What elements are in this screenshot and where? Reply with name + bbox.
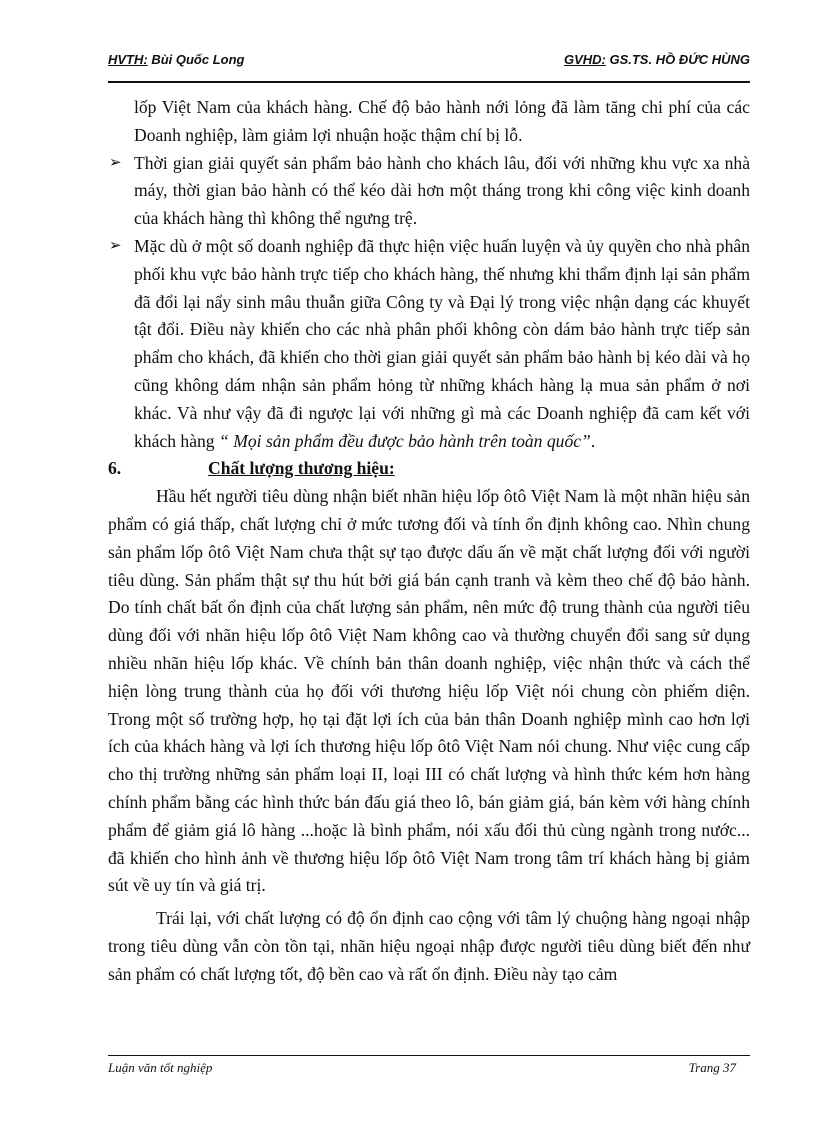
arrow-bullet-icon: ➢: [109, 154, 122, 171]
page-body: [108, 94, 750, 989]
header-supervisor-name: GS.TS. HỒ ĐỨC HÙNG: [605, 52, 750, 67]
header-student-label: HVTH:: [108, 52, 148, 67]
page-header: [108, 52, 750, 72]
bullet-item: [108, 233, 750, 455]
bullet-text: Thời gian giải quyết sản phẩm bảo hành cho khách lâu, đối với những khu vực xa nhà máy, thời gian bảo hành có thể kéo dài hơn một tháng trong khi công việc kinh doanh của khách hàng thì không thể ngưng trệ.: [134, 152, 750, 229]
header-student-name: Bùi Quốc Long: [147, 52, 245, 67]
section-title: Chất lượng thương hiệu:: [208, 458, 395, 479]
header-supervisor: [564, 52, 750, 67]
body-paragraph: Trái lại, với chất lượng có độ ổn định cao cộng với tâm lý chuộng hàng ngoại nhập trong tiêu dùng vẫn còn tồn tại, nhãn hiệu ngoại nhập được người tiêu dùng biết đến như sản phẩm có chất lượng tốt, độ bền cao và rất ổn định. Điều này tạo cảm: [108, 908, 750, 984]
footer-divider: [108, 1055, 750, 1056]
bullet-text-main: Mặc dù ở một số doanh nghiệp đã thực hiện việc huấn luyện và ủy quyền cho nhà phân phối khu vực bảo hành trực tiếp cho khách hàng, thế nhưng khi thẩm định lại sản phẩm đã đổi lại nẩy sinh mâu thuẫn giữa Công ty và Đại lý trong việc nhận dạng các khuyết tật đổi. Điều này khiến cho các nhà phân phối không còn dám bảo hành trực tiếp sản phẩm cho khách, đã khiến cho thời gian giải quyết sản phẩm bảo hành bị kéo dài và họ cũng không dám nhận sản phẩm hỏng từ những khách hàng lạ mua sản phẩm ở nơi khác. Và như vậy đã đi ngược lại với những gì mà các Doanh nghiệp đã cam kết với khách hàng: [134, 235, 750, 451]
bullet-item: [108, 150, 750, 233]
header-student: [108, 52, 244, 67]
bullet-quote: “ Mọi sản phẩm đều được bảo hành trên toàn quốc”: [219, 430, 591, 451]
arrow-bullet-icon: ➢: [109, 237, 122, 254]
page-footer: [108, 1060, 750, 1080]
section-number: 6.: [108, 458, 122, 479]
section-heading: [108, 455, 750, 483]
continuation-paragraph: lốp Việt Nam của khách hàng. Chế độ bảo hành nới lỏng đã làm tăng chi phí của các Doanh nghiệp, làm giảm lợi nhuận hoặc thậm chí bị lỗ.: [134, 97, 750, 145]
bullet-text-end: .: [590, 430, 596, 451]
footer-page-number: Trang 37: [688, 1060, 736, 1075]
header-divider: [108, 81, 750, 83]
header-supervisor-label: GVHD:: [563, 52, 606, 67]
body-paragraph: Hầu hết người tiêu dùng nhận biết nhãn hiệu lốp ôtô Việt Nam là một nhãn hiệu sản phẩm có giá thấp, chất lượng chỉ ở mức tương đối và tính ổn định không cao. Nhìn chung sản phẩm lốp ôtô Việt Nam chưa thật sự tạo được dấu ấn về mặt chất lượng đối với người tiêu dùng. Sản phẩm thật sự thu hút bởi giá bán cạnh tranh và kèm theo chế độ bảo hành. Do tính chất bất ổn định của chất lượng sản phẩm, nên mức độ trung thành của người tiêu dùng đối với nhãn hiệu lốp ôtô Việt Nam không cao và thường chuyển đổi sang sử dụng nhiều nhãn hiệu lốp khác. Về chính bản thân doanh nghiệp, việc nhận thức và cách thể hiện lòng trung thành của họ đối với thương hiệu lốp Việt nói chung còn phiếm diện. Trong một số trường hợp, họ tại đặt lợi ích của bản thân Doanh nghiệp mình cao hơn lợi ích của khách hàng và lợi ích thương hiệu lốp ôtô Việt Nam nói chung. Như việc cung cấp cho thị trường những sản phẩm loại II, loại III có chất lượng và hình thức kém hơn hàng chính phẩm bằng các hình thức bán đấu giá theo lô, bán giảm giá, bán kèm với hàng chính phẩm để giảm giá lô hàng ...hoặc là bình phẩm, nói xấu đối thủ cùng ngành trong nước... đã khiến cho hình ảnh về thương hiệu lốp ôtô Việt Nam trong tâm trí khách hàng bị giảm sút về uy tín và giá trị.: [108, 486, 750, 896]
bullet-text: [134, 233, 750, 455]
footer-thesis-label: Luận văn tốt nghiệp: [108, 1060, 213, 1075]
